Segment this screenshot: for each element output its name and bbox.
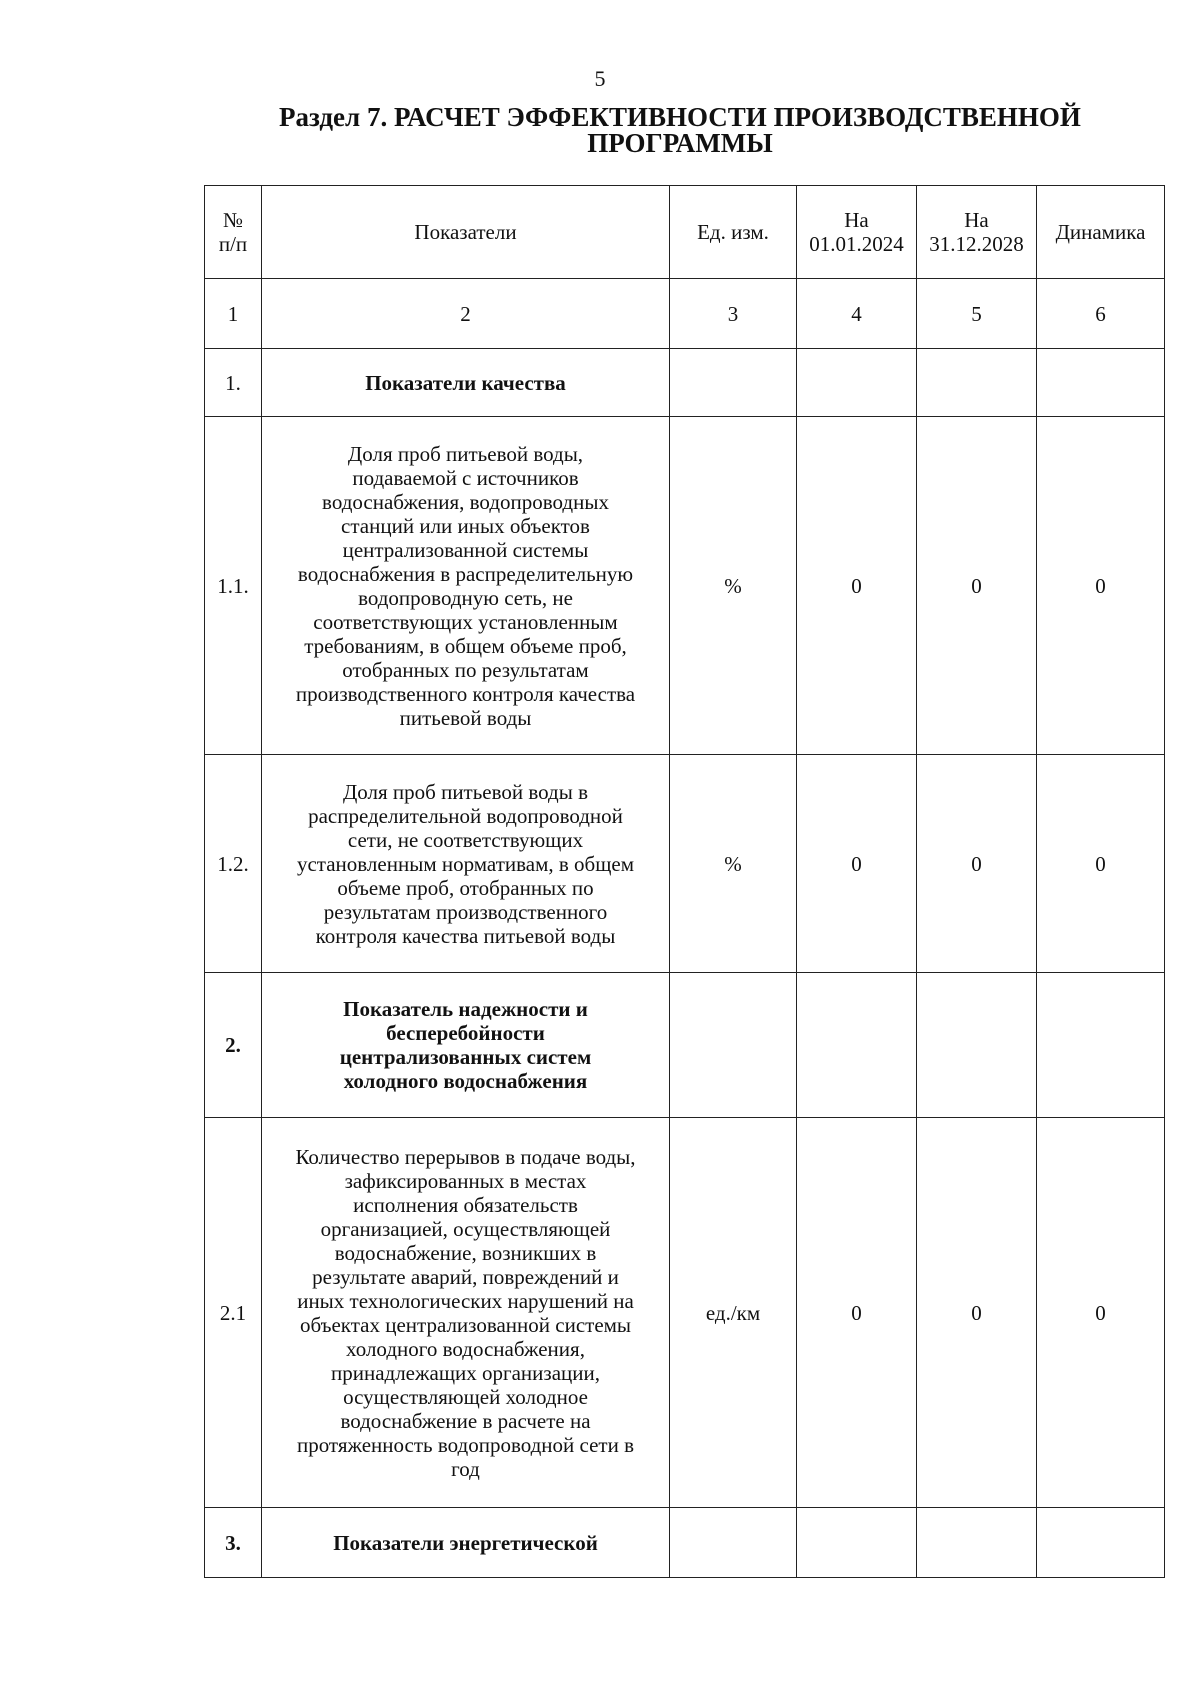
section-title-line-2: ПРОГРАММЫ	[587, 128, 773, 158]
header-num-line-1: №	[222, 208, 244, 232]
indicator-line: холодного водоснабжения	[343, 1069, 588, 1093]
row-num: 2.1	[205, 1118, 262, 1508]
row-dynamics	[1037, 973, 1165, 1118]
indicator-line: принадлежащих организации,	[330, 1360, 600, 1385]
column-number: 2	[262, 279, 670, 349]
indicator-line: осуществляющей холодное	[343, 1384, 588, 1409]
efficiency-table	[204, 185, 1165, 1578]
table-row	[205, 417, 1165, 755]
table-row	[205, 973, 1165, 1118]
indicator-line: результате аварий, повреждений и	[312, 1264, 619, 1289]
row-end-value: 0	[917, 417, 1037, 755]
indicator-line: централизованной системы	[342, 537, 589, 562]
indicator-line: установленным нормативам, в общем	[296, 851, 634, 876]
column-number-row	[205, 279, 1165, 349]
indicator-line: подаваемой с источников	[352, 465, 579, 490]
row-indicator	[262, 973, 670, 1118]
header-start-line-2: 01.01.2024	[809, 232, 904, 256]
header-end-line-2: 31.12.2028	[929, 232, 1024, 256]
header-num-line-2: п/п	[218, 232, 248, 256]
row-indicator: Показатели качества	[262, 349, 670, 417]
indicator-line: организацией, осуществляющей	[320, 1216, 611, 1241]
indicator-line: зафиксированных в местах	[344, 1168, 587, 1193]
indicator-line: исполнения обязательств	[353, 1192, 578, 1217]
row-end-value: 0	[917, 1118, 1037, 1508]
row-start-value: 0	[797, 755, 917, 973]
indicator-line: соответствующих установленным	[313, 609, 618, 634]
row-num: 1.	[205, 349, 262, 417]
row-dynamics	[1037, 1508, 1165, 1578]
indicator-line: бесперебойности	[386, 1021, 545, 1045]
table-row	[205, 1508, 1165, 1578]
indicator-line: год	[451, 1456, 480, 1481]
indicator-line: питьевой воды	[399, 705, 532, 730]
header-start-line-1: На	[844, 208, 869, 232]
indicator-line: иных технологических нарушений на	[297, 1288, 634, 1313]
row-num: 1.2.	[205, 755, 262, 973]
indicator-line: Количество перерывов в подаче воды,	[295, 1144, 636, 1169]
row-indicator: Показатели энергетической	[262, 1508, 670, 1578]
indicator-line: водопроводную сеть, не	[358, 585, 573, 610]
row-indicator	[262, 1118, 670, 1508]
column-number: 4	[797, 279, 917, 349]
indicator-line: водоснабжения в распределительную	[297, 561, 634, 586]
table-row	[205, 349, 1165, 417]
row-start-value	[797, 973, 917, 1118]
indicator-line: объеме проб, отобранных по	[337, 875, 594, 900]
row-end-value	[917, 973, 1037, 1118]
row-unit	[670, 973, 797, 1118]
indicator-line: распределительной водопроводной	[308, 803, 623, 828]
row-indicator	[262, 755, 670, 973]
column-number: 5	[917, 279, 1037, 349]
indicator-line: Доля проб питьевой воды,	[347, 441, 584, 466]
indicator-line: Показатель надежности и	[343, 997, 588, 1021]
row-unit: %	[670, 755, 797, 973]
header-indicators: Показатели	[262, 186, 670, 279]
indicator-line: результатам производственного	[323, 899, 608, 924]
indicator-line: протяженность водопроводной сети в	[296, 1432, 635, 1457]
row-num: 1.1.	[205, 417, 262, 755]
row-end-value	[917, 1508, 1037, 1578]
row-dynamics: 0	[1037, 417, 1165, 755]
indicator-line: водоснабжение в расчете на	[340, 1408, 591, 1433]
row-start-value: 0	[797, 1118, 917, 1508]
indicator-line: водоснабжения, водопроводных	[322, 489, 609, 514]
row-dynamics: 0	[1037, 755, 1165, 973]
table-row	[205, 1118, 1165, 1508]
indicator-line: отобранных по результатам	[342, 657, 589, 682]
row-indicator	[262, 417, 670, 755]
column-number: 6	[1037, 279, 1165, 349]
indicator-line: требованиям, в общем объеме проб,	[304, 633, 627, 658]
row-unit	[670, 1508, 797, 1578]
indicator-line: производственного контроля качества	[295, 681, 636, 706]
indicator-line: сети, не соответствующих	[347, 827, 584, 852]
row-end-value: 0	[917, 755, 1037, 973]
indicator-line: Доля проб питьевой воды в	[342, 779, 589, 804]
row-start-value	[797, 1508, 917, 1578]
row-unit: %	[670, 417, 797, 755]
row-start-value: 0	[797, 417, 917, 755]
section-title-line-1: Раздел 7. РАСЧЕТ ЭФФЕКТИВНОСТИ ПРОИЗВОДСТВЕННОЙ	[279, 102, 1081, 132]
header-end-date	[917, 186, 1037, 279]
indicator-line: водоснабжение, возникших в	[334, 1240, 597, 1265]
header-dynamics: Динамика	[1037, 186, 1165, 279]
row-unit: ед./км	[670, 1118, 797, 1508]
header-start-date	[797, 186, 917, 279]
column-number: 3	[670, 279, 797, 349]
indicator-line: централизованных систем	[339, 1045, 592, 1069]
page-number: 5	[594, 66, 606, 91]
indicator-line: объектах централизованной системы	[299, 1312, 632, 1337]
section-title	[220, 104, 1140, 156]
row-num: 3.	[205, 1508, 262, 1578]
header-unit: Ед. изм.	[670, 186, 797, 279]
column-number: 1	[205, 279, 262, 349]
header-num	[205, 186, 262, 279]
row-dynamics: 0	[1037, 1118, 1165, 1508]
indicator-line: станций или иных объектов	[341, 513, 590, 538]
table-header-row	[205, 186, 1165, 279]
row-end-value	[917, 349, 1037, 417]
indicator-line: холодного водоснабжения,	[346, 1336, 585, 1361]
row-unit	[670, 349, 797, 417]
table-row	[205, 755, 1165, 973]
indicator-line: контроля качества питьевой воды	[315, 923, 616, 948]
row-start-value	[797, 349, 917, 417]
header-end-line-1: На	[964, 208, 989, 232]
row-num: 2.	[205, 973, 262, 1118]
row-dynamics	[1037, 349, 1165, 417]
